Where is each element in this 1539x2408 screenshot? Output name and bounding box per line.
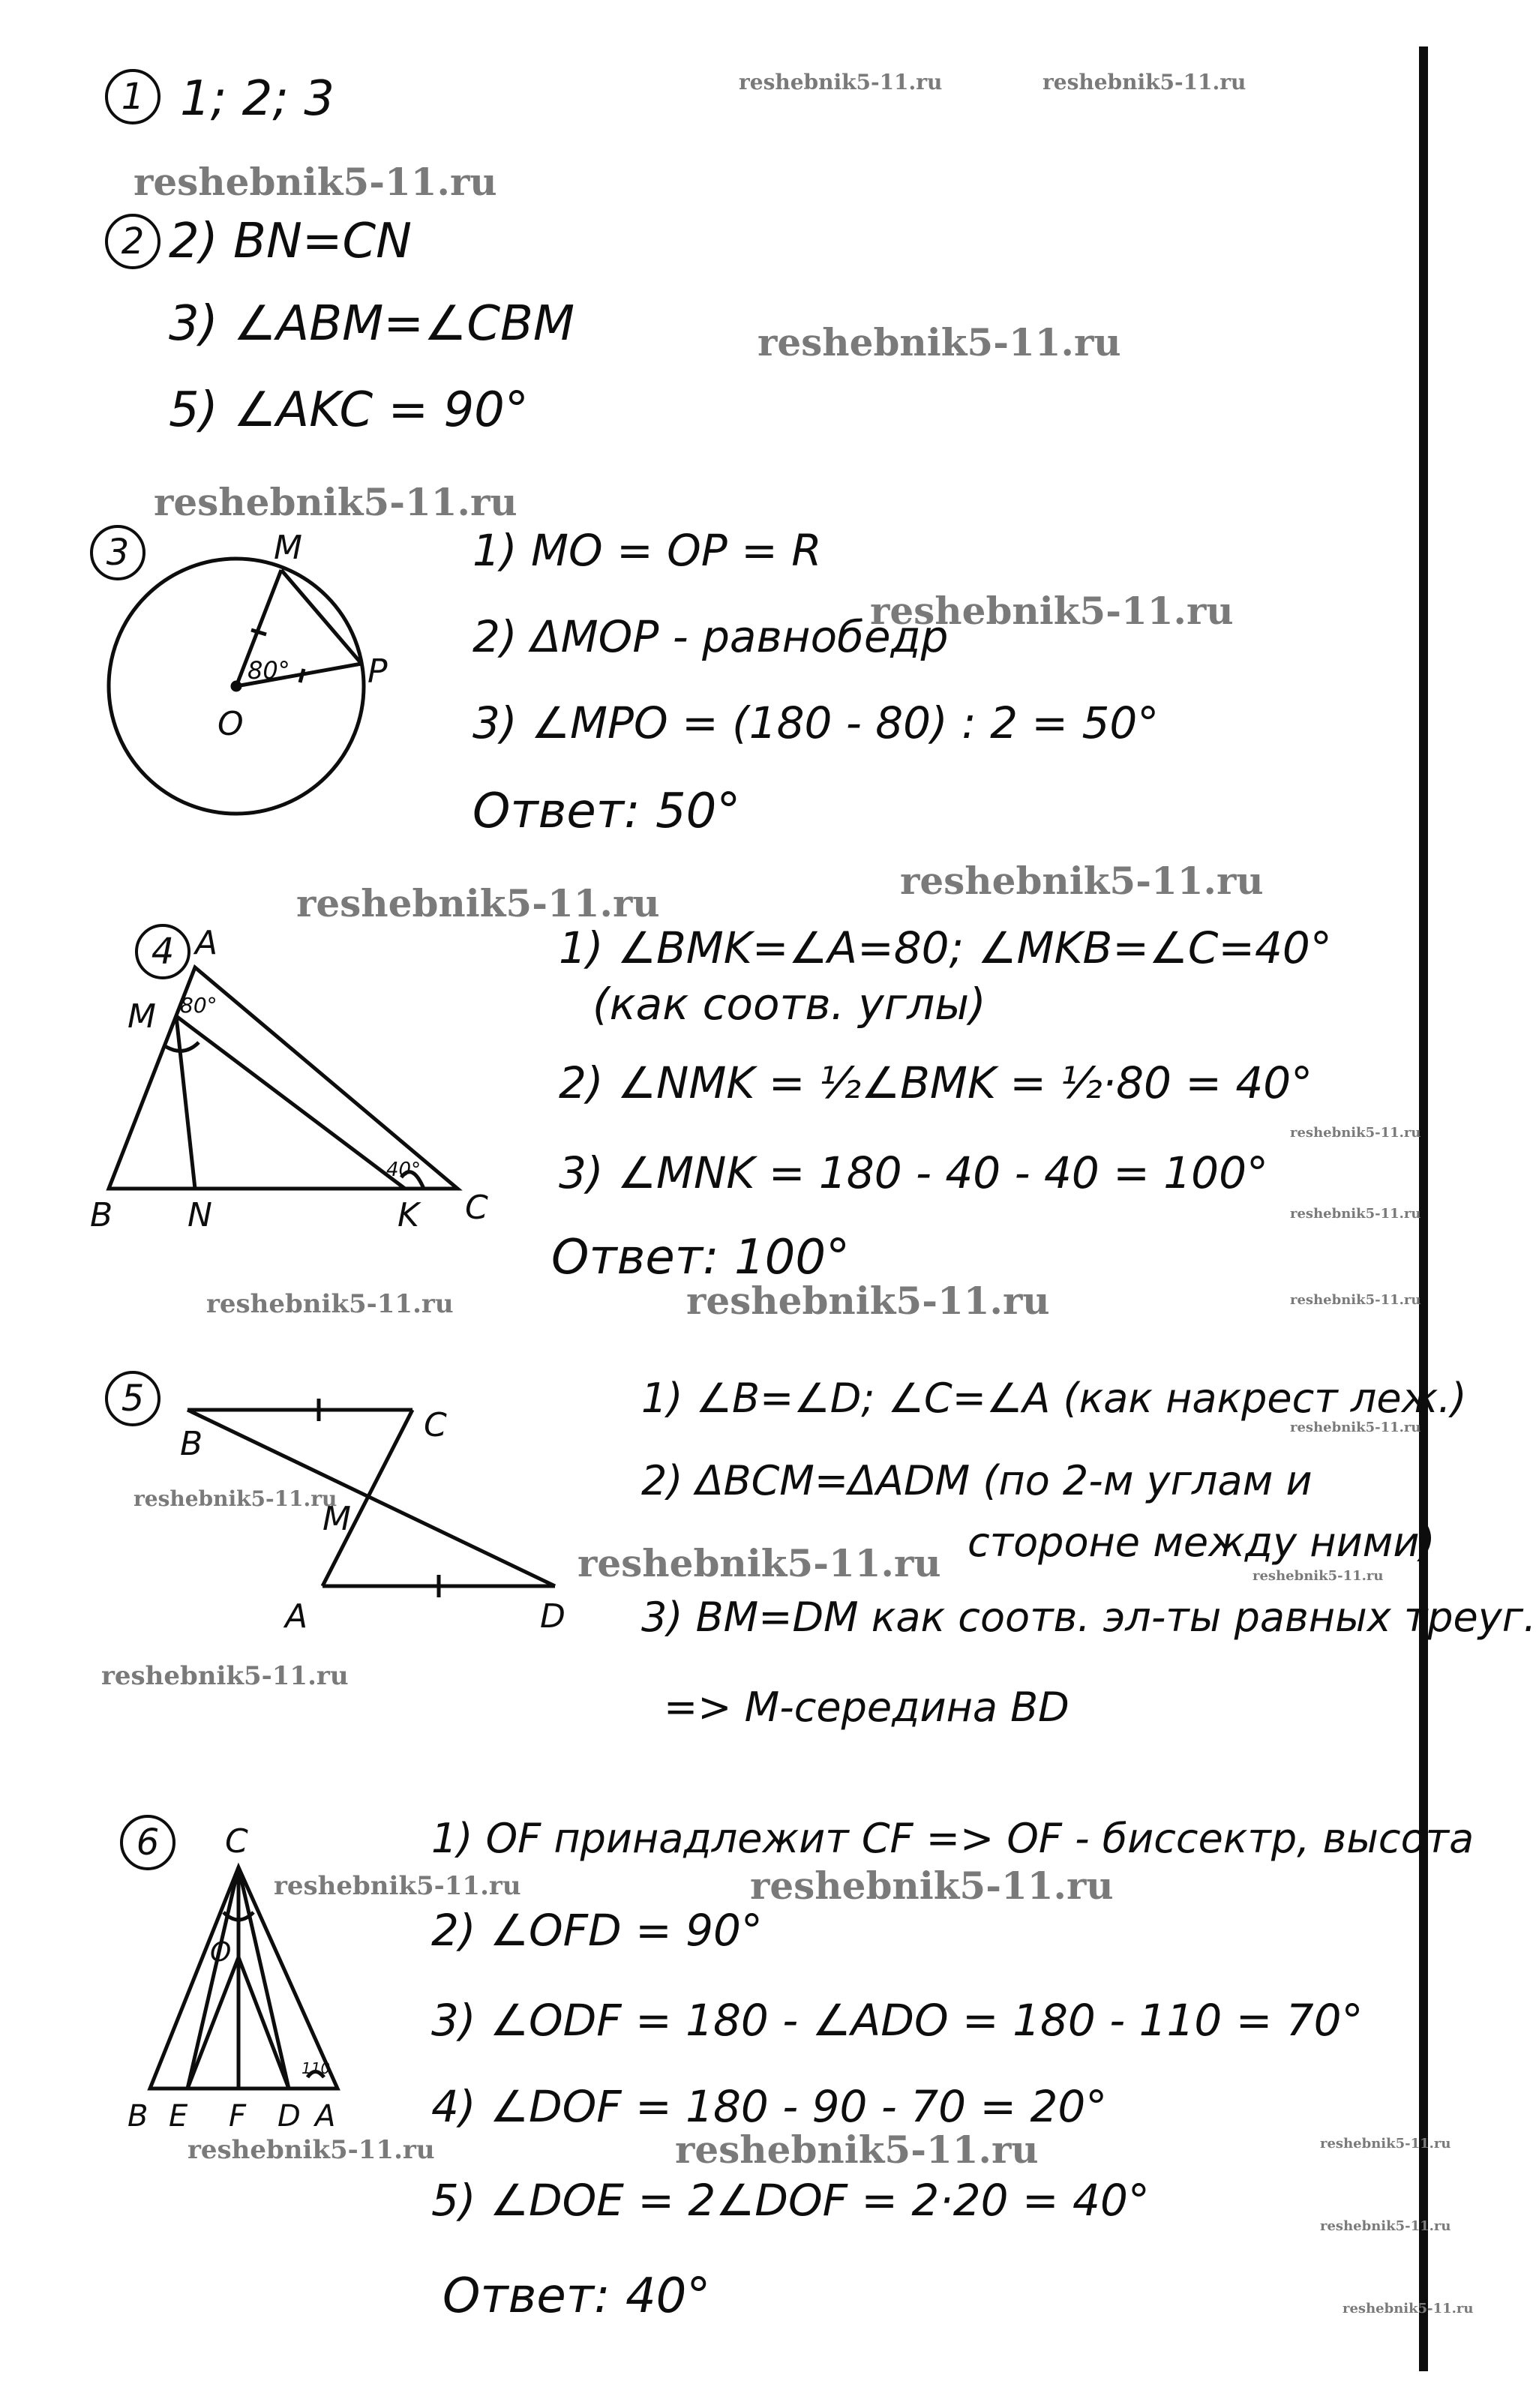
- watermark: reshebnik5-11.ru: [1290, 1292, 1421, 1308]
- label-a: A: [315, 2099, 336, 2134]
- watermark: reshebnik5-11.ru: [1042, 70, 1246, 94]
- angle-label: 110: [302, 2059, 331, 2077]
- label-k: K: [398, 1196, 419, 1234]
- task-5-line-2b: стороне между ними): [968, 1519, 1436, 1566]
- label-p: P: [368, 652, 388, 691]
- label-m: M: [322, 1500, 351, 1538]
- watermark: reshebnik5-11.ru: [1290, 1206, 1421, 1222]
- watermark: reshebnik5-11.ru: [134, 1486, 338, 1511]
- label-n: N: [188, 1196, 212, 1234]
- watermark: reshebnik5-11.ru: [134, 160, 497, 204]
- task-5-line-2: 2) ΔBCM=ΔADM (по 2-м углам и: [641, 1457, 1312, 1504]
- segment-mn: [176, 1016, 195, 1189]
- task-6-triangle-figure: [128, 1822, 382, 2145]
- tick-mark: [251, 630, 266, 634]
- triangle-abc: [109, 967, 458, 1189]
- task-3-line-3: 3) ∠MPO = (180 - 80) : 2 = 50°: [472, 697, 1160, 748]
- task-5-line-4: => M-середина BD: [664, 1684, 1070, 1731]
- watermark: reshebnik5-11.ru: [578, 1541, 941, 1585]
- task-4-line-3: 3) ∠MNK = 180 - 40 - 40 = 100°: [559, 1147, 1268, 1198]
- task-1-answer: 1; 2; 3: [180, 71, 334, 127]
- task-3-circle-figure: [98, 529, 398, 840]
- watermark: reshebnik5-11.ru: [870, 589, 1234, 633]
- label-b: B: [180, 1425, 203, 1463]
- watermark: reshebnik5-11.ru: [675, 2128, 1039, 2172]
- task-5-number: 5: [105, 1371, 160, 1426]
- label-c: C: [465, 1189, 488, 1227]
- label-b: B: [90, 1196, 113, 1234]
- segment-bd: [188, 1410, 555, 1586]
- watermark: reshebnik5-11.ru: [101, 1661, 349, 1691]
- label-o: O: [218, 705, 244, 743]
- watermark: reshebnik5-11.ru: [1252, 1568, 1384, 1584]
- watermark: reshebnik5-11.ru: [750, 1864, 1114, 1908]
- task-1-number: 1: [105, 69, 160, 124]
- label-c: C: [424, 1406, 447, 1444]
- task-6-line-5: 5) ∠DOE = 2∠DOF = 2·20 = 40°: [431, 2175, 1150, 2226]
- task-4-triangle-figure: [82, 924, 502, 1237]
- watermark: reshebnik5-11.ru: [739, 70, 943, 94]
- label-c: C: [225, 1822, 248, 1861]
- task-5-line-1: 1) ∠B=∠D; ∠C=∠A (как накрест леж.): [641, 1375, 1467, 1422]
- center-point: [232, 682, 240, 690]
- watermark: reshebnik5-11.ru: [188, 2135, 435, 2165]
- watermark: reshebnik5-11.ru: [1290, 1420, 1421, 1435]
- task-6-line-3: 3) ∠ODF = 180 - ∠ADO = 180 - 110 = 70°: [431, 1995, 1364, 2046]
- watermark: reshebnik5-11.ru: [758, 320, 1121, 364]
- task-4-answer: Ответ: 100°: [551, 1230, 850, 1285]
- task-3-line-2: 2) ΔMOP - равнобедр: [472, 611, 949, 662]
- label-f: F: [229, 2099, 247, 2134]
- angle-arc: [165, 1042, 199, 1051]
- task-6-line-2: 2) ∠OFD = 90°: [431, 1905, 763, 1956]
- task-3-answer: Ответ: 50°: [472, 784, 741, 839]
- label-o: O: [210, 1937, 232, 1968]
- task-3-number: 3: [90, 525, 146, 580]
- triangle-abc: [150, 1867, 338, 2089]
- task-4-line-1b: (как соотв. углы): [592, 979, 986, 1030]
- angle-label-k: 40°: [386, 1159, 422, 1181]
- task-2-line-3: 5) ∠AKC = 90°: [169, 382, 529, 438]
- label-b: B: [128, 2099, 148, 2134]
- label-d: D: [540, 1597, 566, 1636]
- watermark: reshebnik5-11.ru: [1320, 2218, 1451, 2234]
- label-a: A: [285, 1597, 308, 1636]
- label-m: M: [274, 529, 302, 567]
- task-4-number: 4: [135, 924, 190, 979]
- watermark: reshebnik5-11.ru: [1320, 2136, 1451, 2152]
- watermark: reshebnik5-11.ru: [296, 881, 660, 925]
- task-6-answer: Ответ: 40°: [442, 2269, 711, 2324]
- watermark: reshebnik5-11.ru: [1290, 1125, 1421, 1141]
- angle-label-a: 80°: [180, 993, 218, 1018]
- watermark: reshebnik5-11.ru: [154, 480, 518, 524]
- task-6-line-4: 4) ∠DOF = 180 - 90 - 70 = 20°: [431, 2081, 1108, 2132]
- label-a: A: [195, 924, 218, 962]
- segment-mp: [281, 570, 362, 664]
- task-6-line-1: 1) OF принадлежит CF => OF - биссектр, высота: [431, 1815, 1474, 1862]
- watermark: reshebnik5-11.ru: [686, 1279, 1050, 1323]
- watermark: reshebnik5-11.ru: [274, 1871, 521, 1901]
- task-2-line-2: 3) ∠ABM=∠CBM: [169, 296, 575, 352]
- label-m: M: [128, 997, 156, 1036]
- task-2-line-1: 2) BN=CN: [169, 214, 412, 269]
- task-4-line-1: 1) ∠BMK=∠A=80; ∠MKB=∠C=40°: [559, 922, 1332, 973]
- label-d: D: [278, 2099, 301, 2134]
- tick-mark: [300, 669, 304, 682]
- task-6-number: 6: [120, 1815, 176, 1870]
- angle-label: 80°: [248, 656, 290, 685]
- task-5-figure: [165, 1395, 570, 1642]
- task-3-line-1: 1) MO = OP = R: [472, 525, 822, 576]
- task-5-line-3: 3) BM=DM как соотв. эл-ты равных треуг.: [641, 1594, 1537, 1641]
- task-4-line-2: 2) ∠NMK = ½∠BMK = ½·80 = 40°: [559, 1057, 1313, 1108]
- segment-mk: [176, 1016, 405, 1189]
- watermark: reshebnik5-11.ru: [900, 859, 1264, 903]
- task-2-number: 2: [105, 214, 160, 269]
- watermark: reshebnik5-11.ru: [1342, 2301, 1474, 2317]
- watermark: reshebnik5-11.ru: [206, 1289, 454, 1319]
- label-e: E: [169, 2099, 188, 2134]
